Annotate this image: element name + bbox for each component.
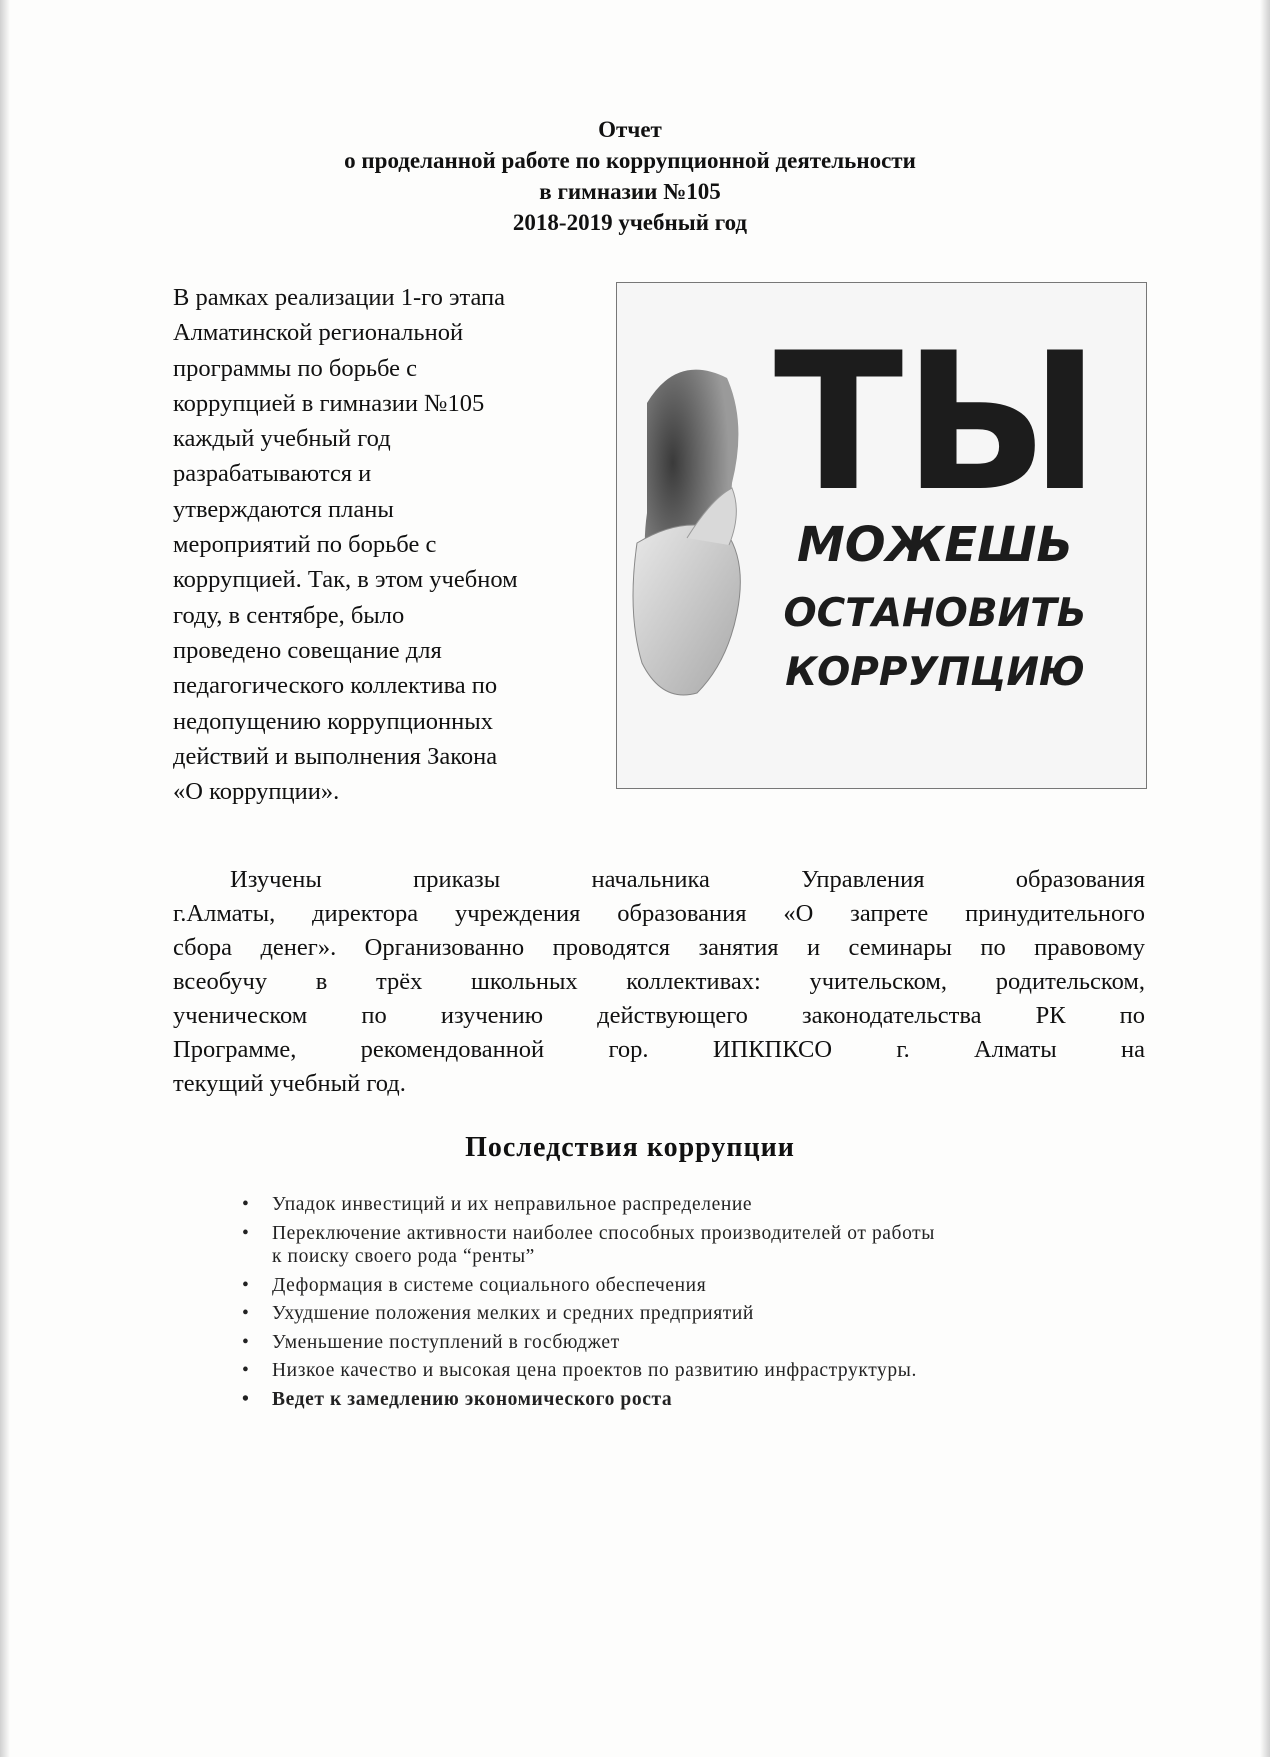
bullet-icon: • — [242, 1331, 250, 1353]
intro-line: каждый учебный год — [173, 425, 391, 453]
intro-line: мероприятий по борьбе с — [173, 531, 437, 559]
intro-line: коррупцией в гимназии №105 — [173, 389, 485, 417]
body-paragraph — [173, 863, 1145, 1101]
poster-word-can: МОЖЕШЬ — [797, 517, 1073, 573]
body-line: сбора денег». Организованно проводятся занятия и семинары по правовому — [173, 934, 1145, 961]
bullet-icon: • — [242, 1360, 250, 1381]
list-item-text: Деформация в системе социального обеспечения — [272, 1274, 707, 1296]
intro-line: «О коррупции». — [173, 778, 340, 806]
poster-word-you: ТЫ — [773, 312, 1101, 533]
list-item-text: Ведет к замедлению экономического роста — [272, 1388, 673, 1410]
body-line: Изучены приказы начальника Управления образования — [230, 866, 1145, 893]
intro-line: Алматинской региональной — [173, 319, 464, 347]
intro-paragraph — [173, 280, 593, 809]
list-item-text: Уменьшение поступлений в госбюджет — [272, 1331, 620, 1353]
bullet-icon: • — [242, 1222, 250, 1244]
header-subject: о проделанной работе по коррупционной деятельности — [344, 148, 916, 173]
intro-line: коррупцией. Так, в этом учебном — [173, 566, 518, 594]
intro-line: разрабатываются и — [173, 460, 372, 488]
list-item-text: Ухудшение положения мелких и средних предприятий — [272, 1303, 754, 1324]
list-item-text: Низкое качество и высокая цена проектов по развитию инфраструктуры. — [272, 1360, 917, 1381]
list-item — [242, 1222, 942, 1269]
list-item — [242, 1302, 942, 1326]
poster-word-corruption: КОРРУПЦИЮ — [785, 650, 1085, 695]
consequences-list — [242, 1193, 942, 1416]
intro-line: проведено совещание для — [173, 636, 442, 664]
consequences-title: Последствия коррупции — [465, 1132, 795, 1163]
bullet-icon: • — [242, 1388, 250, 1410]
list-item — [242, 1359, 942, 1383]
body-line: текущий учебный год. — [173, 1070, 406, 1097]
intro-line: утверждаются планы — [173, 495, 394, 523]
bullet-icon: • — [242, 1303, 250, 1324]
bullet-icon: • — [242, 1274, 250, 1296]
body-line: Программе, рекомендованной гор. ИПКПКСО г. Алматы на — [173, 1036, 1145, 1063]
body-line: г.Алматы, директора учреждения образования «О запрете принудительного — [173, 900, 1145, 927]
header-title: Отчет — [598, 117, 662, 142]
intro-line: программы по борьбе с — [173, 354, 418, 382]
list-item — [242, 1388, 942, 1412]
header-year: 2018-2019 учебный год — [512, 210, 748, 235]
intro-line: году, в сентябре, было — [173, 601, 405, 629]
intro-line: недопущению коррупционных — [173, 707, 493, 735]
scan-edge-left — [0, 0, 10, 1757]
list-item — [242, 1193, 942, 1217]
list-item — [242, 1274, 942, 1298]
bullet-icon: • — [242, 1194, 250, 1215]
body-line: ученическом по изучению действующего законодательства РК по — [173, 1002, 1145, 1029]
report-header — [240, 114, 1020, 238]
poster-graphic — [617, 283, 1146, 788]
body-line: всеобучу в трёх школьных коллективах: учительском, родительском, — [173, 968, 1145, 995]
anti-corruption-poster — [616, 282, 1147, 789]
list-item-text: Упадок инвестиций и их неправильное распределение — [272, 1194, 753, 1215]
list-item — [242, 1331, 942, 1355]
header-school: в гимназии №105 — [539, 179, 721, 204]
list-item-text: Переключение активности наиболее способных производителей от работы к поиску своего рода “ренты” — [272, 1222, 935, 1267]
poster-word-stop: ОСТАНОВИТЬ — [783, 591, 1087, 636]
intro-line: действий и выполнения Закона — [173, 742, 498, 770]
intro-line: В рамках реализации 1-го этапа — [173, 284, 506, 311]
intro-line: педагогического коллектива по — [173, 672, 498, 700]
scan-edge-right — [1260, 0, 1270, 1757]
